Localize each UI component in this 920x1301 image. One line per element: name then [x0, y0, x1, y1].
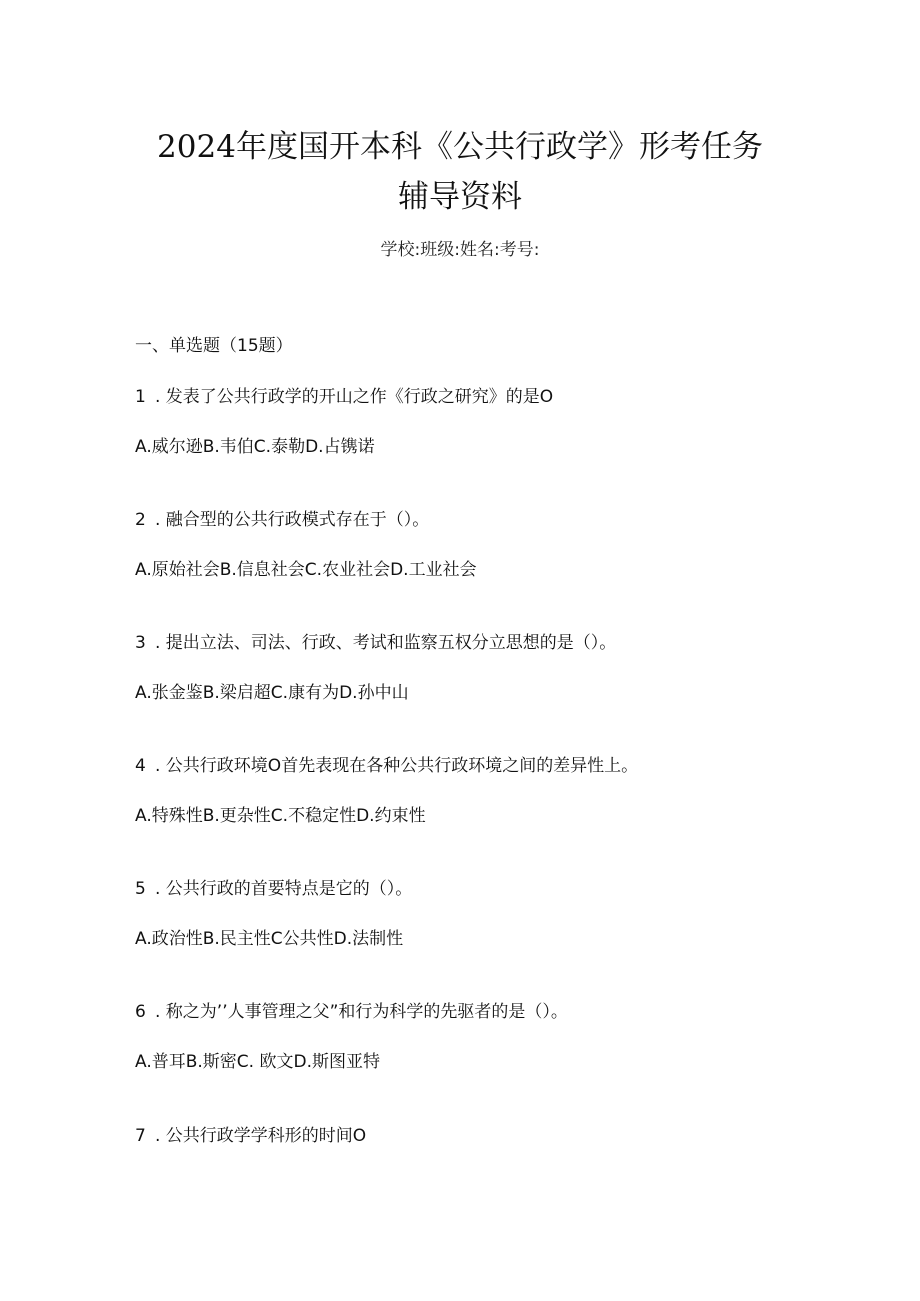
- question-number: 1: [135, 387, 146, 407]
- question-6: [135, 1000, 855, 1024]
- question-5: [135, 877, 855, 901]
- question-stem: . 公共行政学学科形的时间O: [155, 1126, 367, 1146]
- question-3: [135, 631, 855, 655]
- question-stem: . 公共行政环境O首先表现在各种公共行政环境之间的差异性上。: [155, 756, 639, 776]
- question-stem: . 发表了公共行政学的开山之作《行政之研究》的是O: [155, 387, 554, 407]
- question-4: [135, 754, 855, 778]
- question-number: 6: [135, 1002, 146, 1022]
- question-7: [135, 1124, 855, 1148]
- document-title-line-2: 辅导资料: [398, 179, 522, 215]
- question-1: [135, 385, 855, 409]
- question-3-options: A.张金鉴B.梁启超C.康有为D.孙中山: [135, 683, 409, 703]
- question-stem: . 提出立法、司法、行政、考试和监察五权分立思想的是（）。: [155, 633, 617, 653]
- question-5-options: A.政治性B.民主性C公共性D.法制性: [135, 929, 404, 949]
- question-number: 5: [135, 879, 146, 899]
- section-heading: 一、单选题（15题）: [135, 336, 293, 356]
- question-stem: . 融合型的公共行政模式存在于（）。: [155, 510, 430, 530]
- question-1-options: A.威尔逊B.韦伯C.泰勒D.占镌诺: [135, 437, 375, 457]
- question-number: 3: [135, 633, 146, 653]
- question-4-options: A.特殊性B.更杂性C.不稳定性D.约束性: [135, 806, 426, 826]
- student-info-line: 学校:班级:姓名:考号:: [380, 240, 540, 260]
- question-6-options: A.普耳B.斯密C. 欧文D.斯图亚特: [135, 1052, 380, 1072]
- document-title-line-1: 2024年度国开本科《公共行政学》形考任务: [157, 129, 763, 165]
- question-stem: . 称之为’’人事管理之父”和行为科学的先驱者的是（）。: [155, 1002, 568, 1022]
- question-number: 4: [135, 756, 146, 776]
- question-number: 2: [135, 510, 146, 530]
- question-number: 7: [135, 1126, 146, 1146]
- question-2-options: A.原始社会B.信息社会C.农业社会D.工业社会: [135, 560, 477, 580]
- question-2: [135, 508, 855, 532]
- question-stem: . 公共行政的首要特点是它的（）。: [155, 879, 413, 899]
